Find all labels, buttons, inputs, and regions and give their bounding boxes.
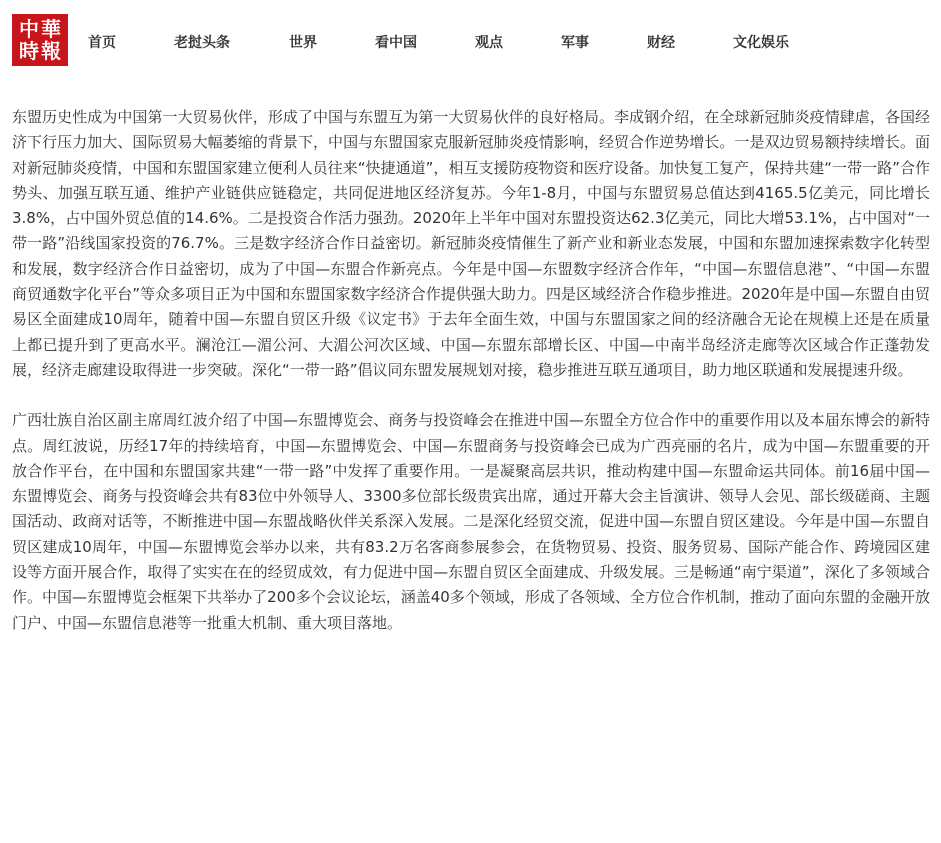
logo-char: 中: [19, 17, 39, 41]
nav-finance[interactable]: 财经: [647, 35, 675, 51]
top-header: [0, 0, 941, 80]
article-paragraph: 东盟历史性成为中国第一大贸易伙伴，形成了中国与东盟互为第一大贸易伙伴的良好格局。李成钢介绍，在全球新冠肺炎疫情肆虐，各国经济下行压力加大、国际贸易大幅萎缩的背景下，中国与东盟国家克服新冠肺炎疫情影响，经贸合作逆势增长。一是双边贸易额持续增长。面对新冠肺炎疫情，中国和东盟国家建立便利人员往来“快捷通道”，相互支援防疫物资和医疗设备。加快复工复产，保持共建“一带一路”合作势头、加强互联互通、维护产业链供应链稳定，共同促进地区经济复苏。今年1-8月，中国与东盟贸易总值达到4165.5亿美元，同比增长3.8%，占中国外贸总值的14.6%。二是投资合作活力强劲。2020年上半年中国对东盟投资达62.3亿美元，同比大增53.1%，占中国对“一带一路”沿线国家投资的76.7%。三是数字经济合作日益密切。新冠肺炎疫情催生了新产业和新业态发展，中国和东盟加速探索数字化转型和发展，数字经济合作日益密切，成为了中国—东盟合作新亮点。今年是中国—东盟数字经济合作年，“中国—东盟信息港”、“中国—东盟商贸通数字化平台”等众多项目正为中国和东盟国家数字经济合作提供强大助力。四是区域经济合作稳步推进。2020年是中国—东盟自由贸易区全面建成10周年，随着中国—东盟自贸区升级《议定书》于去年全面生效，中国与东盟国家之间的经济融合无论在规模上还是在质量上都已提升到了更高水平。澜沧江—湄公河、大湄公河次区域、中国—东盟东部增长区、中国—中南半岛经济走廊等次区域合作正蓬勃发展，经济走廊建设取得进一步突破。深化“一带一路”倡议同东盟发展规划对接，稳步推进互联互通项目，助力地区联通和发展提速升级。: [12, 108, 930, 379]
article-body: [12, 105, 930, 661]
nav-china[interactable]: 看中国: [375, 35, 417, 51]
nav-home[interactable]: 首页: [88, 35, 116, 51]
article-paragraph: 广西壮族自治区副主席周红波介绍了中国—东盟博览会、商务与投资峰会在推进中国—东盟全方位合作中的重要作用以及本届东博会的新特点。周红波说，历经17年的持续培育，中国—东盟博览会、中国—东盟商务与投资峰会已成为广西亮丽的名片，成为中国—东盟重要的开放合作平台，在中国和东盟国家共建“一带一路”中发挥了重要作用。一是凝聚高层共识，推动构建中国—东盟命运共同体。前16届中国—东盟博览会、商务与投资峰会共有83位中外领导人、3300多位部长级贵宾出席，通过开幕大会主旨演讲、领导人会见、部长级磋商、主题国活动、政商对话等，不断推进中国—东盟战略伙伴关系深入发展。二是深化经贸交流，促进中国—东盟自贸区建设。今年是中国—东盟自贸区建成10周年，中国—东盟博览会举办以来，共有83.2万名客商参展参会，在货物贸易、投资、服务贸易、国际产能合作、跨境园区建设等方面开展合作，取得了实实在在的经贸成效，有力促进中国—东盟自贸区全面建成、升级发展。三是畅通“南宁渠道”，深化了多领域合作。中国—东盟博览会框架下共举办了200多个会议论坛，涵盖40多个领域，形成了各领域、全方位合作机制，推动了面向东盟的金融开放门户、中国—东盟信息港等一批重大机制、重大项目落地。: [12, 411, 930, 632]
nav-military[interactable]: 军事: [561, 35, 589, 51]
logo-char: 華: [41, 17, 61, 41]
nav-culture-entertainment[interactable]: 文化娱乐: [733, 35, 789, 51]
nav-world[interactable]: 世界: [289, 35, 317, 51]
site-logo[interactable]: [12, 14, 68, 66]
nav-opinion[interactable]: 观点: [475, 35, 503, 51]
logo-char: 時: [19, 39, 39, 63]
logo-char: 報: [41, 39, 61, 63]
nav-laos-headlines[interactable]: 老挝头条: [174, 35, 230, 51]
